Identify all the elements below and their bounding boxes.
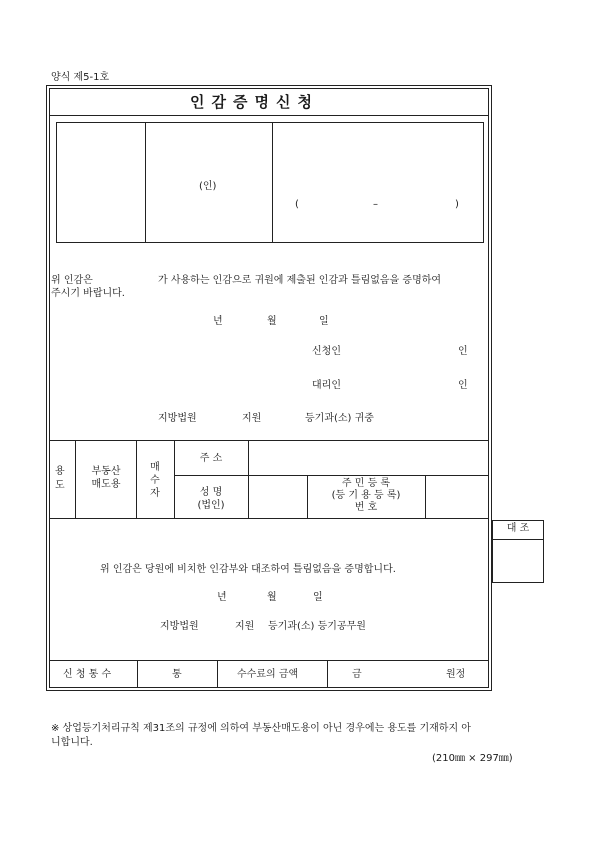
cert-office: 등기과(소) 등기공무원 bbox=[268, 621, 366, 632]
statement-line2: 주시기 바랍니다. bbox=[51, 288, 125, 299]
statement-start: 위 인감은 bbox=[51, 275, 93, 286]
date-day: 일 bbox=[319, 316, 329, 327]
info-table-bottom bbox=[49, 518, 489, 519]
footer-col-3 bbox=[327, 660, 328, 688]
info-table-top bbox=[49, 440, 489, 441]
address-label: 주 소 bbox=[199, 453, 223, 464]
phone-dash: – bbox=[373, 199, 378, 210]
amount-unit: 원정 bbox=[446, 669, 466, 680]
cert-court: 지방법원 bbox=[160, 621, 199, 632]
paper-size: (210㎜ × 297㎜) bbox=[432, 753, 513, 764]
info-col-6 bbox=[425, 475, 426, 518]
statement-rest: 가 사용하는 인감으로 귀원에 제출된 인감과 틀림없음을 증명하여 bbox=[158, 275, 442, 286]
footer-col-2 bbox=[217, 660, 218, 688]
info-col-2 bbox=[136, 440, 137, 518]
info-col-1 bbox=[75, 440, 76, 518]
phone-open-paren: ( bbox=[295, 199, 299, 210]
applicant-seal: 인 bbox=[458, 346, 468, 357]
buyer-label: 매 수 자 bbox=[150, 462, 160, 499]
count-label: 신 청 통 수 bbox=[63, 669, 112, 680]
note-line2: 니합니다. bbox=[51, 737, 93, 748]
form-number: 양식 제5-1호 bbox=[51, 72, 110, 83]
count-unit: 통 bbox=[172, 669, 182, 680]
cert-branch: 지원 bbox=[235, 621, 255, 632]
addressee-court: 지방법원 bbox=[158, 413, 197, 424]
resident-number-label: 주 민 등 록 (등 기 용 등 록) 번 호 bbox=[331, 478, 401, 513]
info-table-mid bbox=[174, 475, 489, 476]
cert-date-year: 년 bbox=[217, 592, 227, 603]
fee-label: 수수료의 금액 bbox=[237, 669, 299, 680]
agent-label: 대리인 bbox=[312, 380, 341, 391]
compare-box-divider bbox=[492, 539, 544, 540]
form-title: 인감증명신청 bbox=[190, 93, 319, 111]
addressee-branch: 지원 bbox=[242, 413, 262, 424]
phone-close-paren: ) bbox=[455, 199, 459, 210]
amount-label: 금 bbox=[352, 669, 362, 680]
addressee-office: 등기과(소) 귀중 bbox=[305, 413, 374, 424]
info-col-4 bbox=[248, 440, 249, 518]
seal-area-divider-1 bbox=[145, 122, 146, 243]
date-month: 월 bbox=[267, 316, 277, 327]
info-col-5 bbox=[307, 475, 308, 518]
cert-date-day: 일 bbox=[313, 592, 323, 603]
seal-area-divider-2 bbox=[272, 122, 273, 243]
seal-mark: (인) bbox=[199, 181, 217, 192]
seal-area-box bbox=[56, 122, 484, 243]
agent-seal: 인 bbox=[458, 380, 468, 391]
compare-label: 대 조 bbox=[506, 523, 530, 534]
purpose-value: 부동산 매도용 bbox=[91, 466, 121, 490]
note-line1: ※ 상업등기처리규칙 제31조의 규정에 의하여 부동산매도용이 아닌 경우에는 용도를 기재하지 아 bbox=[51, 723, 471, 734]
certification-text: 위 인감은 당원에 비치한 인감부와 대조하여 틀림없음을 증명합니다. bbox=[100, 564, 396, 575]
footer-row-top bbox=[49, 660, 489, 661]
name-label: 성 명 (법인) bbox=[197, 487, 225, 511]
info-col-3 bbox=[174, 440, 175, 518]
footer-col-1 bbox=[137, 660, 138, 688]
title-divider bbox=[49, 115, 489, 116]
purpose-label: 용도 bbox=[55, 466, 65, 491]
cert-date-month: 월 bbox=[267, 592, 277, 603]
applicant-label: 신청인 bbox=[312, 346, 341, 357]
date-year: 년 bbox=[213, 316, 223, 327]
